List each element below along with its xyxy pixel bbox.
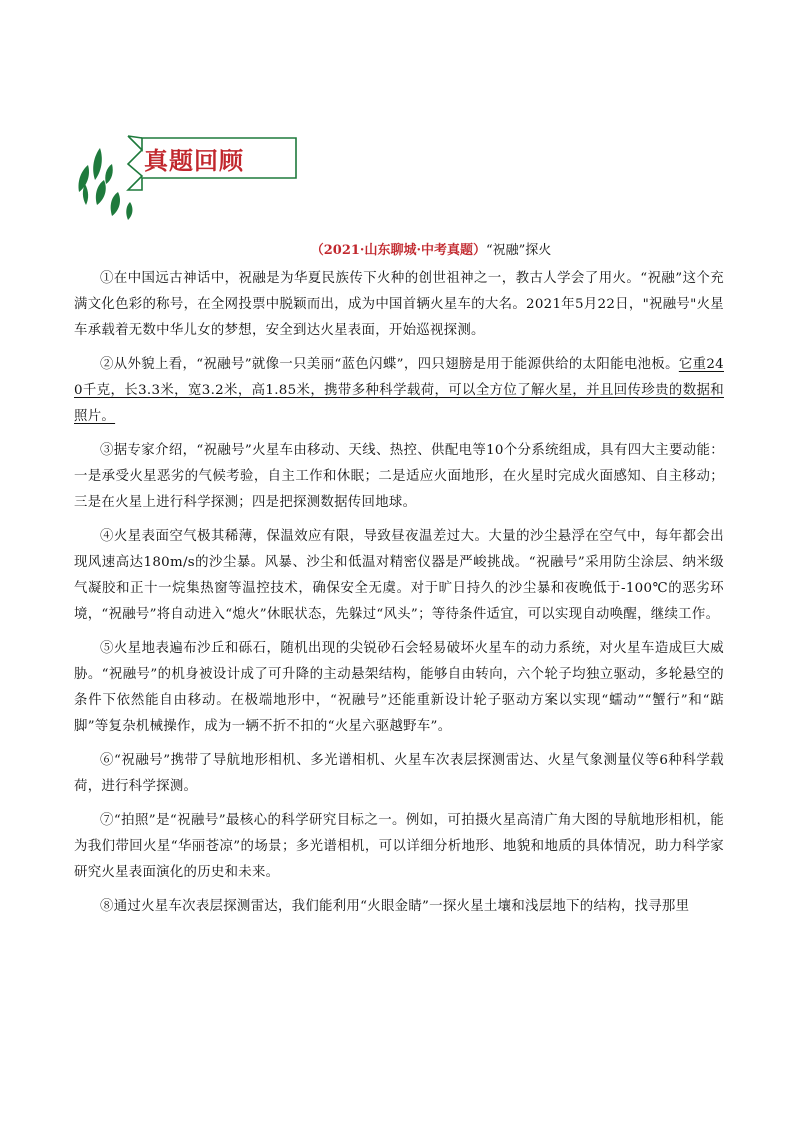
badge-title: 真题回顾 <box>144 146 244 175</box>
article-source: （2021·山东聊城·中考真题） <box>310 243 486 258</box>
paragraph-2 <box>74 352 724 430</box>
paragraph-6: ⑥“祝融号”携带了导航地形相机、多光谱相机、火星车次表层探测雷达、火星气象测量仪等6种科学载荷，进行科学探测。 <box>74 753 724 794</box>
paragraph-2-text: ②从外貌上看，“祝融号”就像一只美丽“蓝色闪蝶”，四只翅膀是用于能源供给的太阳能电池板。 <box>100 357 679 372</box>
paragraph-3: ③据专家介绍，“祝融号”火星车由移动、天线、热控、供配电等10个分系统组成，具有四大主要动能：一是承受火星恶劣的气候考验，自主工作和休眠；二是适应火面地形，在火星时完成火面感知、自主移动；三是在火星上进行科学探测；四是把探测数据传回地球。 <box>74 443 724 510</box>
article-heading <box>74 242 724 260</box>
paragraph-5: ⑤火星地表遍布沙丘和砾石，随机出现的尖锐砂石会轻易破坏火星车的动力系统，对火星车造成巨大威胁。“祝融号”的机身被设计成了可升降的主动悬架结构，能够自由转向，六个轮子均独立驱动，多轮悬空的条件下依然能自由移动。在极端地形中，“祝融号”还能重新设计轮子驱动方案以实现“蠕动”“蟹行”和“踮脚”等复杂机械操作，成为一辆不折不扣的“火星六驱越野车”。 <box>74 641 724 734</box>
section-badge <box>64 110 304 230</box>
paragraph-7: ⑦“拍照”是“祝融号”最核心的科学研究目标之一。例如，可拍摄火星高清广角大图的导航地形相机，能为我们带回火星“华丽苍凉”的场景；多光谱相机，可以详细分析地形、地貌和地质的具体情况，助力科学家研究火星表面演化的历史和未来。 <box>74 813 724 880</box>
paragraph-2-underlined: 它重240千克，长3.3米，宽3.2米，高1.85米，携带多种科学载荷，可以全方位了解火星，并且回传珍贵的数据和照片。 <box>74 357 724 424</box>
article <box>74 242 724 928</box>
article-title: “祝融”探火 <box>485 243 552 258</box>
paragraph-1: ①在中国远古神话中，祝融是为华夏民族传下火种的创世祖神之一，教古人学会了用火。“祝融”这个充满文化色彩的称号，在全网投票中脱颖而出，成为中国首辆火星车的大名。2021年5月22日，"祝融号"火星车承载着无数中华儿女的梦想，安全到达火星表面，开始巡视探测。 <box>74 271 724 338</box>
paragraph-8: ⑧通过火星车次表层探测雷达，我们能利用“火眼金睛”一探火星土壤和浅层地下的结构，找寻那里 <box>100 899 690 914</box>
paragraph-4: ④火星表面空气极其稀薄，保温效应有限，导致昼夜温差过大。大量的沙尘悬浮在空气中，每年都会出现风速高达180m/s的沙尘暴。风暴、沙尘和低温对精密仪器是严峻挑战。“祝融号”采用防尘涂层、纳米级气凝胶和正十一烷集热窗等温控技术，确保安全无虞。对于旷日持久的沙尘暴和夜晚低于-100℃的恶劣环境，“祝融号”将自动进入“熄火”休眠状态，先躲过“风头”；等待条件适宜，可以实现自动唤醒，继续工作。 <box>74 529 724 622</box>
